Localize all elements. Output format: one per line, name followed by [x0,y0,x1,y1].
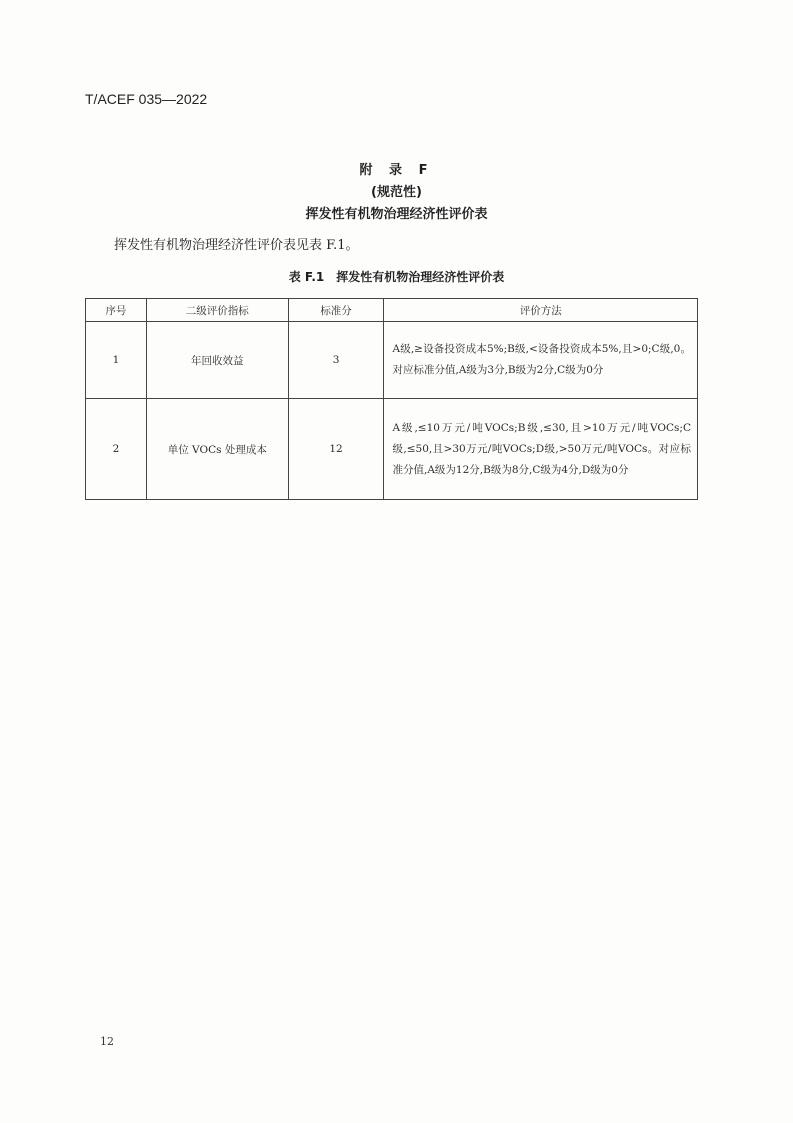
evaluation-table [85,298,698,500]
page-number: 12 [100,1035,114,1048]
cell-method: A级,≥设备投资成本5%;B级,<设备投资成本5%,且>0;C级,0。对应标准分值,A级为3分,B级为2分,C级为0分 [384,322,698,399]
cell-method: A级,≤10万元/吨VOCs;B级,≤30,且>10万元/吨VOCs;C级,≤50,且>30万元/吨VOCs;D级,>50万元/吨VOCs。对应标准分值,A级为12分,B级为8分,C级为4分,D级为0分 [384,399,698,500]
col-header-indicator: 二级评价指标 [146,299,288,322]
cell-score: 12 [288,399,384,500]
table-number: 表 F.1 [288,270,325,284]
appendix-heading [0,160,793,226]
cell-indicator: 年回收效益 [146,322,288,399]
cell-score: 3 [288,322,384,399]
col-header-method: 评价方法 [384,299,698,322]
col-header-score: 标准分 [288,299,384,322]
table-row [86,399,698,500]
table-caption [0,268,793,285]
cell-indicator: 单位 VOCs 处理成本 [146,399,288,500]
table-title: 挥发性有机物治理经济性评价表 [336,270,505,284]
document-code: T/ACEF 035—2022 [85,91,208,107]
intro-paragraph: 挥发性有机物治理经济性评价表见表 F.1。 [114,238,359,253]
appendix-label: 附 录 F [359,163,434,178]
table-row [86,322,698,399]
col-header-no: 序号 [86,299,147,322]
cell-no: 2 [86,399,147,500]
cell-no: 1 [86,322,147,399]
appendix-title: 挥发性有机物治理经济性评价表 [305,207,488,222]
table-header-row [86,299,698,322]
appendix-type: (规范性) [371,185,422,200]
